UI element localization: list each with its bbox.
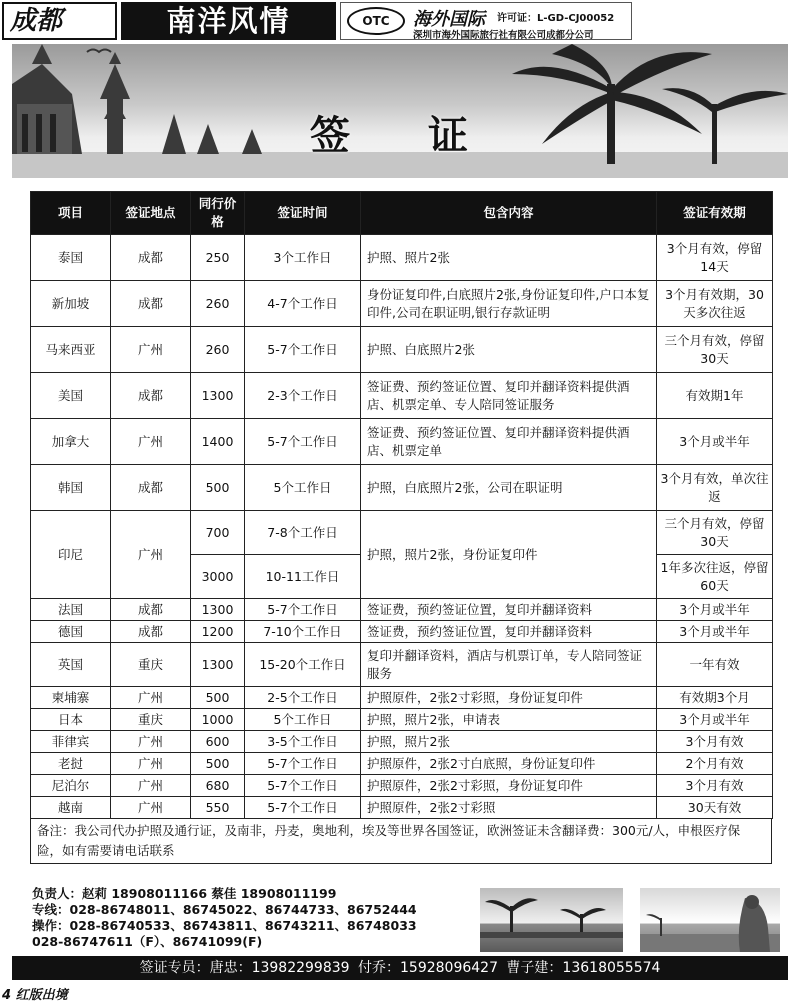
cell-time: 4-7个工作日 [245,281,361,327]
otc-logo-icon: OTC [347,7,405,35]
cell-time: 10-11工作日 [245,555,361,599]
cell-price: 680 [191,775,245,797]
cell-place: 广州 [111,797,191,819]
cell-place: 成都 [111,465,191,511]
cell-country: 日本 [31,709,111,731]
cell-time: 7-8个工作日 [245,511,361,555]
table-row [31,419,773,465]
cell-validity: 1年多次往返，停留60天 [657,555,773,599]
cell-time: 5-7个工作日 [245,753,361,775]
cell-validity: 3个月有效 [657,731,773,753]
cell-country: 马来西亚 [31,327,111,373]
cell-validity: 3个月有效期，30天多次往返 [657,281,773,327]
cell-time: 2-5个工作日 [245,687,361,709]
table-row-indonesia-a [31,511,773,555]
company-name: 深圳市海外国际旅行社有限公司成都分公司 [413,30,594,41]
cell-validity: 2个月有效 [657,753,773,775]
table-row [31,643,773,687]
cell-place: 成都 [111,373,191,419]
cell-time: 5个工作日 [245,709,361,731]
cell-place: 广州 [111,775,191,797]
cell-place: 广州 [111,687,191,709]
cell-content: 护照原件，2张2寸彩照，身份证复印件 [361,687,657,709]
cell-content: 签证费、预约签证位置、复印并翻译资料提供酒店、机票定单、专人陪同签证服务 [361,373,657,419]
cell-time: 5个工作日 [245,465,361,511]
cell-time: 15-20个工作日 [245,643,361,687]
table-note: 备注：我公司代办护照及通行证，及南非，丹麦，奥地利，埃及等世界各国签证，欧洲签证未含翻译费：300元/人，申根医疗保险，如有需要请电话联系 [30,819,772,864]
cell-price: 500 [191,465,245,511]
cell-validity: 3个月或半年 [657,621,773,643]
cell-place: 重庆 [111,709,191,731]
cell-validity: 3个月有效 [657,775,773,797]
cell-country: 越南 [31,797,111,819]
cell-country: 老挝 [31,753,111,775]
cell-validity: 30天有效 [657,797,773,819]
cell-place: 成都 [111,281,191,327]
cell-place: 成都 [111,621,191,643]
cell-validity: 一年有效 [657,643,773,687]
cell-content: 护照，白底照片2张，公司在职证明 [361,465,657,511]
beach-statue-illustration [640,888,780,952]
cell-price: 600 [191,731,245,753]
cell-content: 护照、白底照片2张 [361,327,657,373]
cell-country: 美国 [31,373,111,419]
cell-price: 700 [191,511,245,555]
visa-staff-bar: 签证专员：唐忠：13982299839 付乔：15928096427 曹子建：13618055574 [12,956,788,980]
contact-manager: 负责人：赵莉 18908011166 蔡佳 18908011199 [32,886,337,901]
cell-price: 1300 [191,643,245,687]
city-label: 成都 [2,2,117,40]
table-row [31,235,773,281]
table-row [31,465,773,511]
table-row [31,599,773,621]
table-row [31,797,773,819]
banner-image [12,44,788,178]
contact-info [32,886,472,950]
cell-place: 广州 [111,731,191,753]
cell-validity: 3个月或半年 [657,709,773,731]
cell-time: 5-7个工作日 [245,599,361,621]
cell-price: 1000 [191,709,245,731]
page-number: 4 红版出境 [2,988,68,1003]
cell-time: 3个工作日 [245,235,361,281]
cell-place: 成都 [111,599,191,621]
cell-place: 广州 [111,511,191,599]
cell-validity: 有效期1年 [657,373,773,419]
table-row [31,775,773,797]
col-header-price: 同行价格 [191,192,245,235]
license-number: 许可证：L-GD-CJ00052 [497,13,615,24]
table-row [31,373,773,419]
cell-place: 成都 [111,235,191,281]
cell-content: 签证费，预约签证位置，复印并翻译资料 [361,621,657,643]
cell-time: 2-3个工作日 [245,373,361,419]
beach-photo [640,888,780,952]
col-header-time: 签证时间 [245,192,361,235]
table-row [31,281,773,327]
cell-place: 广州 [111,419,191,465]
cell-content: 护照，照片2张，身份证复印件 [361,511,657,599]
cell-price: 500 [191,753,245,775]
cell-time: 5-7个工作日 [245,775,361,797]
cell-price: 1300 [191,599,245,621]
cell-validity: 3个月或半年 [657,419,773,465]
resort-photo [480,888,623,952]
cell-content: 护照原件，2张2寸彩照 [361,797,657,819]
cell-country: 泰国 [31,235,111,281]
cell-time: 5-7个工作日 [245,419,361,465]
cell-validity: 3个月有效，单次往返 [657,465,773,511]
cell-place: 重庆 [111,643,191,687]
cell-validity: 3个月或半年 [657,599,773,621]
cell-price: 550 [191,797,245,819]
cell-content: 护照、照片2张 [361,235,657,281]
table-row [31,709,773,731]
cell-place: 广州 [111,753,191,775]
cell-price: 250 [191,235,245,281]
cell-price: 1400 [191,419,245,465]
table-row [31,327,773,373]
cell-content: 签证费，预约签证位置，复印并翻译资料 [361,599,657,621]
cell-content: 护照原件，2张2寸彩照，身份证复印件 [361,775,657,797]
cell-country: 柬埔寨 [31,687,111,709]
cell-content: 签证费、预约签证位置、复印并翻译资料提供酒店、机票定单 [361,419,657,465]
col-header-validity: 签证有效期 [657,192,773,235]
cell-country: 印尼 [31,511,111,599]
cell-price: 260 [191,281,245,327]
cell-price: 1200 [191,621,245,643]
section-title: 签证 [310,112,546,159]
cell-price: 500 [191,687,245,709]
cell-validity: 三个月有效，停留30天 [657,511,773,555]
visa-price-table [30,191,773,819]
palm-resort-illustration [480,888,623,952]
cell-content: 身份证复印件,白底照片2张,身份证复印件,户口本复印件,公司在职证明,银行存款证明 [361,281,657,327]
table-row [31,731,773,753]
cell-price: 1300 [191,373,245,419]
table-row [31,621,773,643]
cell-country: 法国 [31,599,111,621]
contact-hotline: 专线：028-86748011、86745022、86744733、86752444 [32,902,417,917]
cell-time: 5-7个工作日 [245,797,361,819]
cell-country: 菲律宾 [31,731,111,753]
cell-place: 广州 [111,327,191,373]
cell-country: 德国 [31,621,111,643]
cell-time: 3-5个工作日 [245,731,361,753]
cell-price: 260 [191,327,245,373]
cell-validity: 3个月有效，停留14天 [657,235,773,281]
agency-logo-block [340,2,632,40]
contact-fax: 028-86747611（F）、86741099(F) [32,934,263,949]
cell-content: 护照，照片2张 [361,731,657,753]
tour-title: 南洋风情 [121,2,336,40]
brand-name: 海外国际 [413,9,485,30]
cell-validity: 有效期3个月 [657,687,773,709]
page-header [0,0,800,44]
cell-time: 7-10个工作日 [245,621,361,643]
cell-content: 复印并翻译资料，酒店与机票订单，专人陪同签证服务 [361,643,657,687]
visa-table-container [30,191,772,864]
col-header-content: 包含内容 [361,192,657,235]
table-header-row [31,192,773,235]
cell-time: 5-7个工作日 [245,327,361,373]
cell-price: 3000 [191,555,245,599]
cell-validity: 三个月有效，停留30天 [657,327,773,373]
table-row [31,687,773,709]
cell-country: 新加坡 [31,281,111,327]
contact-operation: 操作：028-86740533、86743811、86743211、86748033 [32,918,417,933]
cell-country: 加拿大 [31,419,111,465]
col-header-country: 项目 [31,192,111,235]
cell-country: 尼泊尔 [31,775,111,797]
table-row [31,753,773,775]
cell-country: 韩国 [31,465,111,511]
cell-content: 护照，照片2张，申请表 [361,709,657,731]
visa-table-body [31,235,773,819]
cell-country: 英国 [31,643,111,687]
cell-content: 护照原件，2张2寸白底照，身份证复印件 [361,753,657,775]
col-header-place: 签证地点 [111,192,191,235]
